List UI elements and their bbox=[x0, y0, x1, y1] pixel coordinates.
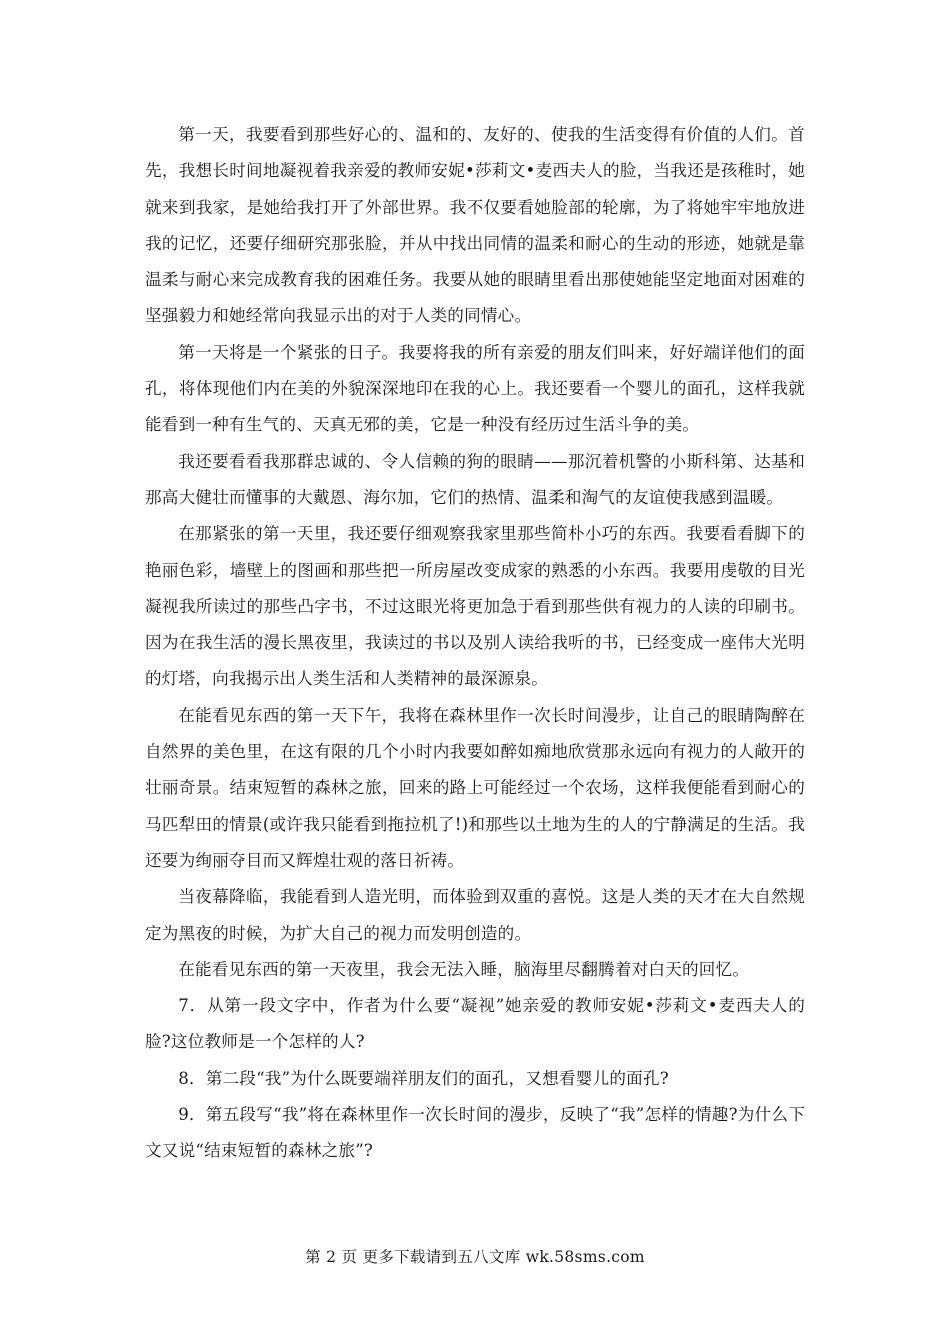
paragraph-4: 在那紧张的第一天里，我还要仔细观察我家里那些简朴小巧的东西。我要看看脚下的艳丽色彩，墙壁上的图画和那些把一所房屋改变成家的熟悉的小东西。我要用虔敬的目光凝视我所读过的那些凸字书，不过这眼光将更加急于看到那些供有视力的人读的印刷书。因为在我生活的漫长黑夜里，我读过的书以及别人读给我听的书，已经变成一座伟大光明的灯塔，向我揭示出人类生活和人类精神的最深源泉。 bbox=[145, 524, 805, 689]
paragraph-3: 我还要看看我那群忠诚的、令人信赖的狗的眼睛——那沉着机警的小斯科第、达基和那高大健壮而懂事的大戴恩、海尔加，它们的热情、温柔和淘气的友谊使我感到温暖。 bbox=[145, 451, 805, 507]
paragraph-7: 在能看见东西的第一天夜里，我会无法入睡，脑海里尽翻腾着对白天的回忆。 bbox=[178, 959, 750, 979]
paragraph-5: 在能看见东西的第一天下午，我将在森林里作一次长时间漫步，让自己的眼睛陶醉在自然界的美色里，在这有限的几个小时内我要如醉如痴地欣赏那永远向有视力的人敞开的壮丽奇景。结束短暂的森林之旅，回来的路上可能经过一个农场，这样我便能看到耐心的马匹犁田的情景(或许我只能看到拖拉机了!)和那些以土地为生的人的宁静满足的生活。我还要为绚丽夺目而又辉煌壮观的落日祈祷。 bbox=[145, 705, 805, 870]
question-7: 7．从第一段文字中，作者为什么要“凝视”她亲爱的教师安妮•莎莉文•麦西夫人的脸?这位教师是一个怎样的人? bbox=[145, 996, 805, 1052]
paragraph-2: 第一天将是一个紧张的日子。我要将我的所有亲爱的朋友们叫来，好好端详他们的面孔，将体现他们内在美的外貌深深地印在我的心上。我还要看一个婴儿的面孔，这样我就能看到一种有生气的、天真无邪的美，它是一种没有经历过生活斗争的美。 bbox=[145, 342, 805, 435]
question-8: 8．第二段“我”为什么既要端祥朋友们的面孔，又想看婴儿的面孔? bbox=[178, 1068, 669, 1088]
question-9: 9．第五段写“我”将在森林里作一次长时间的漫步，反映了“我”怎样的情趣?为什么下文又说“结束短暂的森林之旅”? bbox=[145, 1105, 805, 1161]
page-footer: 第 2 页 更多下载请到五八文库 wk.58sms.com bbox=[305, 1248, 645, 1266]
paragraph-1: 第一天，我要看到那些好心的、温和的、友好的、使我的生活变得有价值的人们。首先，我想长时间地凝视着我亲爱的教师安妮•莎莉文•麦西夫人的脸，当我还是孩稚时，她就来到我家，是她给我打开了外部世界。我不仅要看她脸部的轮廓，为了将她牢牢地放进我的记忆，还要仔细研究那张脸，并从中找出同情的温柔和耐心的生动的形迹，她就是靠温柔与耐心来完成教育我的困难任务。我要从她的眼睛里看出那使她能坚定地面对困难的坚强毅力和她经常向我显示出的对于人类的同情心。 bbox=[145, 125, 805, 326]
article-body bbox=[145, 117, 805, 1170]
paragraph-6: 当夜幕降临，我能看到人造光明，而体验到双重的喜悦。这是人类的天才在大自然规定为黑夜的时候，为扩大自己的视力而发明创造的。 bbox=[145, 887, 805, 943]
